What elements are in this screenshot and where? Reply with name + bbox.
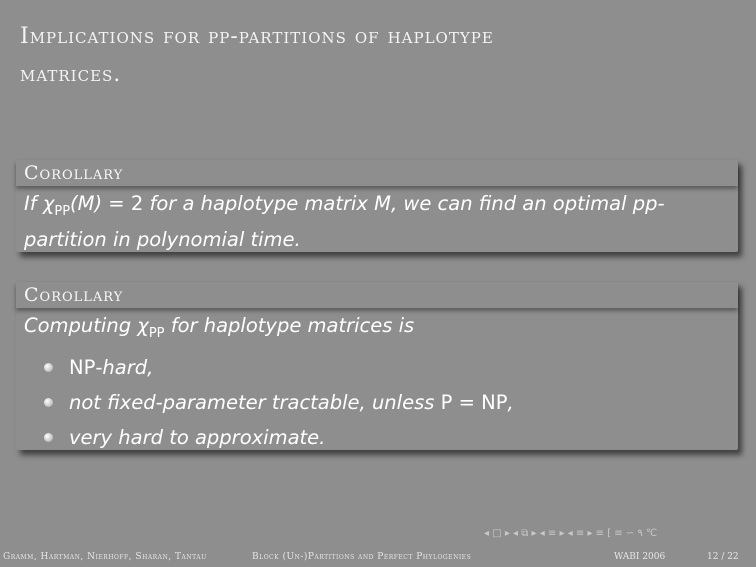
item-2-text: not fixed-parameter tractable, unless xyxy=(69,390,441,414)
item-1-upright: NP xyxy=(69,355,96,379)
corollary-1-text-b: (M) = xyxy=(70,192,131,215)
corollary-2-intro-b: for haplotype matrices is xyxy=(164,314,415,337)
footer xyxy=(0,547,756,567)
corollary-2-title: Corollary xyxy=(16,282,738,308)
footer-talk-title: Block (Un-)Partitions and Perfect Phylogenies xyxy=(252,552,472,562)
footer-venue: WABI 2006 xyxy=(614,552,666,562)
footer-page-number: 12 / 22 xyxy=(707,552,739,562)
corollary-block-1 xyxy=(16,160,738,252)
bullet-icon xyxy=(44,363,53,372)
corollary-1-body xyxy=(16,186,738,262)
list-item xyxy=(24,350,730,385)
corollary-2-list xyxy=(24,350,730,455)
bullet-icon xyxy=(44,433,53,442)
frame-title-line-1: Implications for pp-partitions of haplotype xyxy=(20,24,494,49)
list-item xyxy=(24,385,730,420)
frame-title-line-2: matrices. xyxy=(20,62,122,87)
item-2-upright: P = NP xyxy=(440,390,508,414)
corollary-1-text-c: for a haplotype matrix M, we can find an optimal pp-partition in polynomial time. xyxy=(24,192,665,251)
frame-title xyxy=(20,18,720,94)
corollary-2-body xyxy=(16,308,738,463)
navigation-controls[interactable]: ◂ □ ▸ ◂ ⧉ ▸ ◂ ≡ ▸ ◂ ≡ ▸ ≡ ⁅ ≡ ∽ ۹ ℃ xyxy=(484,528,658,539)
corollary-2-intro-a: Computing χ xyxy=(24,314,149,337)
corollary-1-text-a: If χ xyxy=(24,192,55,215)
corollary-1-subscript: PP xyxy=(54,203,71,219)
bullet-icon xyxy=(44,398,53,407)
corollary-1-number: 2 xyxy=(130,192,144,215)
corollary-block-2 xyxy=(16,282,738,450)
corollary-1-title: Corollary xyxy=(16,160,738,186)
list-item xyxy=(24,420,730,455)
item-3-text: very hard to approximate. xyxy=(69,425,326,449)
footer-authors: Gramm, Hartman, Nierhoff, Sharan, Tantau xyxy=(3,552,207,562)
item-1-text: -hard, xyxy=(95,355,154,379)
corollary-2-subscript: PP xyxy=(148,325,165,341)
item-2-tail: , xyxy=(507,390,514,414)
corollary-2-intro xyxy=(24,312,730,348)
